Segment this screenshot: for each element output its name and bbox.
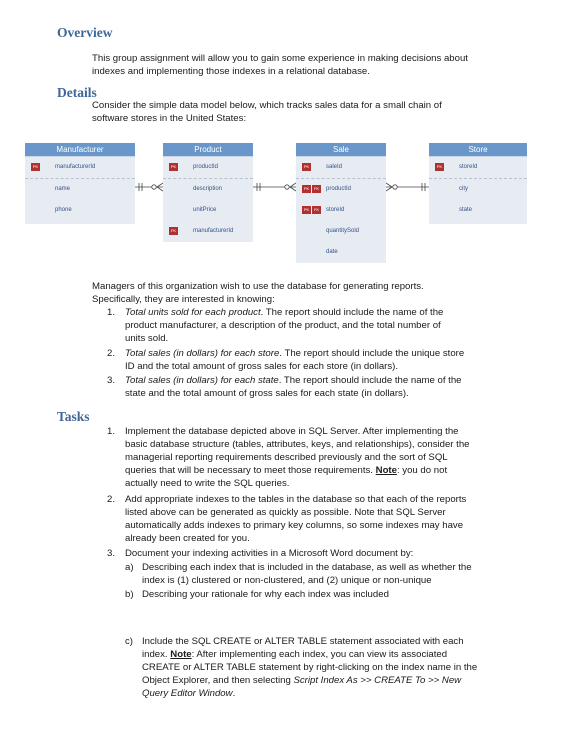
item-text: Describing each index that is included in the database, as well as whether the — [142, 562, 472, 573]
item-text: basic database structure (tables, attributes, keys, and relationships), consider the — [125, 439, 470, 450]
note-label: Note — [375, 465, 397, 476]
entity-attribute — [25, 200, 135, 224]
item-text: Describing your rationale for why each index was included — [142, 589, 389, 600]
entity-title: Store — [429, 143, 527, 157]
item-text: Include the SQL CREATE or ALTER TABLE statement associated with each — [142, 636, 464, 647]
item-text: CREATE or ALTER TABLE statement by right-clicking on the index name in the — [142, 662, 478, 673]
entity-attribute — [163, 157, 253, 179]
list-number: 3. — [107, 375, 116, 386]
subtask-item — [142, 635, 532, 700]
attribute-label: state — [459, 207, 473, 213]
sublist-label: b) — [125, 589, 134, 600]
item-text: . — [232, 688, 236, 699]
list-item — [125, 347, 525, 373]
pk-badge: PK — [303, 164, 310, 169]
attribute-label: city — [459, 186, 468, 192]
attribute-label: manufacturerId — [193, 228, 234, 234]
item-text: managerial reporting requirements described previously and the sort of SQL — [125, 452, 448, 463]
item-emphasis: Total sales (in dollars) for each state — [125, 375, 279, 386]
item-text: units sold. — [125, 333, 169, 344]
entity-attribute — [429, 157, 527, 179]
pk-badge: PK — [32, 164, 39, 169]
list-number: 2. — [107, 348, 116, 359]
item-text: ID and the total amount of gross sales for each store (in dollars). — [125, 361, 399, 372]
sublist-label: a) — [125, 562, 134, 573]
subtask-item — [142, 588, 532, 601]
attribute-label: date — [326, 249, 338, 255]
fk-badge: FK — [170, 228, 177, 233]
manufacturer-entity — [25, 143, 135, 224]
item-text: : you do not — [396, 465, 448, 476]
sale-entity — [296, 143, 386, 263]
item-text: already been created for you. — [125, 533, 250, 544]
task-item — [125, 547, 525, 560]
attribute-label: phone — [55, 207, 72, 213]
attribute-label: manufacturerId — [55, 164, 96, 170]
entity-attribute — [296, 179, 386, 200]
product-entity — [163, 143, 253, 242]
attribute-label: unitPrice — [193, 207, 217, 213]
attribute-label: saleId — [326, 164, 343, 170]
entity-attribute — [429, 179, 527, 200]
item-text: product manufacturer, a description of the product, and the total number of — [125, 320, 441, 331]
item-emphasis: Total units sold for each product — [125, 307, 261, 318]
item-text: Object Explorer, and then selecting — [142, 675, 294, 686]
entity-attribute — [25, 157, 135, 179]
item-text: listed above can be generated as quickly as possible. Note that SQL Server — [125, 507, 446, 518]
item-text: : After implementing each index, you can view its associated — [191, 649, 448, 660]
attribute-label: description — [193, 186, 223, 192]
list-number: 1. — [107, 307, 116, 318]
overview-line: This group assignment will allow you to gain some experience in making decisions about — [92, 53, 468, 64]
list-item — [125, 374, 525, 400]
item-text: queries that will be necessary to meet those requirements. — [125, 465, 376, 476]
task-item — [125, 425, 525, 490]
item-text: index. — [142, 649, 171, 660]
pk-badge: PK — [436, 164, 443, 169]
entity-attribute — [296, 242, 386, 263]
attribute-label: productId — [193, 164, 219, 170]
attribute-label: quantitySold — [326, 228, 360, 234]
details-heading: Details — [57, 85, 97, 100]
attribute-label: productId — [326, 186, 352, 192]
entity-attribute — [163, 179, 253, 200]
note-label: Note — [170, 649, 192, 660]
item-text: Implement the database depicted above in SQL Server. After implementing the — [125, 426, 459, 437]
relationship-sale-store — [386, 180, 429, 194]
managers-line: Specifically, they are interested in knowing: — [92, 294, 275, 305]
pk-badge: PK — [170, 164, 177, 169]
list-number: 1. — [107, 426, 116, 437]
entity-attribute — [163, 221, 253, 242]
overview-heading: Overview — [57, 25, 113, 40]
fk-badge: FK — [313, 186, 320, 191]
entity-attribute — [25, 179, 135, 200]
entity-attribute — [296, 200, 386, 221]
details-line: software stores in the United States: — [92, 113, 247, 124]
item-emphasis: Script Index As >> CREATE To >> New — [293, 675, 462, 686]
entity-attribute — [163, 200, 253, 221]
attribute-label: storeId — [326, 207, 345, 213]
task-item — [125, 493, 525, 545]
entity-attribute — [296, 157, 386, 179]
entity-title: Product — [163, 143, 253, 157]
item-text: . The report should include the unique store — [279, 348, 465, 359]
item-text: . The report should include the name of the — [260, 307, 444, 318]
item-text: Add appropriate indexes to the tables in the database so that each of the reports — [125, 494, 467, 505]
details-line: Consider the simple data model below, which tracks sales data for a small chain of — [92, 100, 442, 111]
list-number: 2. — [107, 494, 116, 505]
pk-badge: PK — [303, 186, 310, 191]
sublist-label: c) — [125, 636, 133, 647]
item-text: Document your indexing activities in a Microsoft Word document by: — [125, 548, 414, 559]
entity-title: Sale — [296, 143, 386, 157]
entity-attribute — [429, 200, 527, 224]
pk-badge: PK — [303, 207, 310, 212]
tasks-heading: Tasks — [57, 409, 90, 424]
item-text: . The report should include the name of the — [278, 375, 462, 386]
entity-attribute — [296, 221, 386, 242]
store-entity — [429, 143, 527, 224]
list-item — [125, 306, 525, 345]
list-number: 3. — [107, 548, 116, 559]
item-text: actually need to write the SQL queries. — [125, 478, 290, 489]
item-text: state and the total amount of gross sales for each state (in dollars). — [125, 388, 409, 399]
entity-title: Manufacturer — [25, 143, 135, 157]
overview-paragraph — [92, 52, 512, 78]
item-emphasis: Total sales (in dollars) for each store — [125, 348, 280, 359]
fk-badge: FK — [313, 207, 320, 212]
subtask-item — [142, 561, 532, 587]
relationship-product-sale — [253, 180, 296, 194]
overview-line: indexes and implementing those indexes in a relational database. — [92, 66, 370, 77]
attribute-label: name — [55, 186, 71, 192]
details-paragraph — [92, 99, 512, 125]
item-text: index is (1) clustered or non-clustered, and (2) unique or non-unique — [142, 575, 432, 586]
relationship-manufacturer-product — [135, 180, 163, 194]
attribute-label: storeId — [459, 164, 478, 170]
managers-line: Managers of this organization wish to use the database for generating reports. — [92, 281, 424, 292]
managers-paragraph — [92, 280, 512, 306]
item-emphasis: Query Editor Window — [142, 688, 233, 699]
item-text: automatically adds indexes to primary key columns, so some indexes may have — [125, 520, 464, 531]
